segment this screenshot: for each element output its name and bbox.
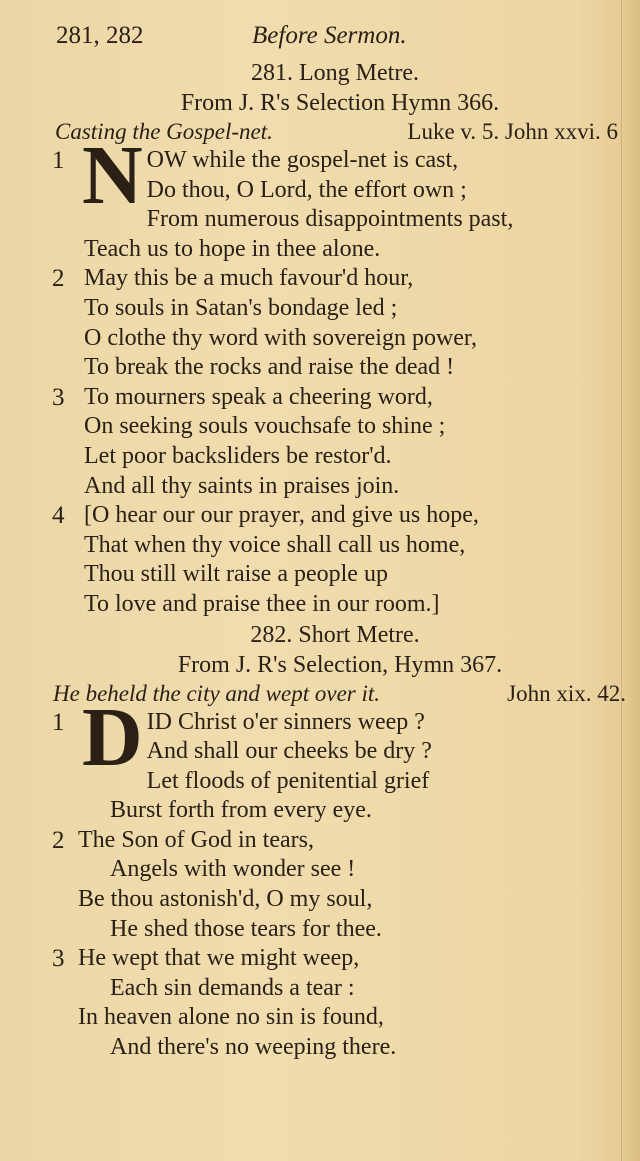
verse-line: On seeking souls vouchsafe to shine ; — [84, 413, 446, 440]
verse-line: O clothe thy word with sovereign power, — [84, 324, 477, 351]
stanza-number: 3 — [52, 383, 65, 411]
stanza-number: 1 — [52, 708, 65, 736]
verse-line: The Son of God in tears, — [78, 826, 314, 853]
verse-line: May this be a much favour'd hour, — [84, 265, 414, 292]
hymn-281-number: 281. Long Metre. — [251, 60, 419, 86]
verse-line: From numerous disappointments past, — [146, 206, 514, 233]
verse-line: Thou still wilt raise a people up — [84, 561, 388, 588]
hymn-281-stanza-3 — [48, 383, 640, 501]
verse-line: OW while the gospel-net is cast, — [146, 147, 459, 173]
page-content — [0, 58, 640, 1063]
verse-line: To mourners speak a cheering word, — [84, 383, 433, 410]
verse-line: He wept that we might weep, — [78, 945, 360, 972]
page-header — [56, 22, 436, 56]
hymn-281-stanza-4 — [48, 501, 640, 619]
verse-line: [O hear our our prayer, and give us hope, — [84, 502, 479, 529]
verse-line: That when thy voice shall call us home, — [84, 531, 466, 558]
verse-line: Angels with wonder see ! — [110, 856, 356, 883]
page-numbers: 281, 282 — [56, 22, 144, 49]
stanza-number: 2 — [52, 826, 65, 854]
drop-cap: D — [82, 690, 143, 784]
verse-line: And all thy saints in praises join. — [84, 472, 400, 499]
verse-line: To souls in Satan's bondage led ; — [84, 294, 398, 321]
stanza-number: 1 — [52, 147, 65, 174]
hymn-281-topic: Casting the Gospel-net. — [55, 119, 273, 144]
hymn-281-source: From J. R's Selection Hymn 366. — [180, 90, 500, 116]
hymn-282-topic: He beheld the city and wept over it. — [53, 680, 381, 706]
verse-line: Each sin demands a tear : — [110, 974, 355, 1001]
verse-line: To break the rocks and raise the dead ! — [84, 354, 455, 381]
verse-line: To love and praise thee in our room.] — [84, 590, 440, 617]
drop-cap: N — [82, 129, 143, 222]
verse-line: Let poor backsliders be restor'd. — [84, 442, 392, 469]
hymn-281-reference: Luke v. 5. John xxvi. 6 — [407, 119, 618, 144]
hymn-282-source: From J. R's Selection, Hymn 367. — [177, 651, 503, 678]
verse-line: In heaven alone no sin is found, — [78, 1004, 384, 1031]
hymn-282-reference: John xix. 42. — [507, 680, 626, 706]
verse-line: Be thou astonish'd, O my soul, — [78, 886, 373, 913]
hymn-282-stanza-3 — [48, 944, 640, 1062]
hymn-282-number: 282. Short Metre. — [250, 621, 420, 648]
verse-line: Teach us to hope in thee alone. — [84, 235, 381, 262]
verse-line: And shall our cheeks be dry ? — [146, 738, 432, 765]
stanza-number: 4 — [52, 502, 65, 530]
stanza-number: 2 — [52, 265, 65, 293]
hymn-282-stanza-2 — [48, 826, 640, 944]
verse-line: And there's no weeping there. — [110, 1034, 397, 1061]
running-title: Before Sermon. — [252, 22, 407, 49]
verse-line: He shed those tears for thee. — [110, 915, 382, 942]
verse-line: ID Christ o'er sinners weep ? — [146, 708, 425, 735]
verse-line: Do thou, O Lord, the effort own ; — [146, 176, 467, 203]
stanza-number: 3 — [52, 945, 65, 973]
verse-line: Burst forth from every eye. — [110, 797, 372, 824]
hymn-281-stanza-2 — [48, 264, 640, 382]
verse-line: Let floods of penitential grief — [146, 767, 430, 794]
